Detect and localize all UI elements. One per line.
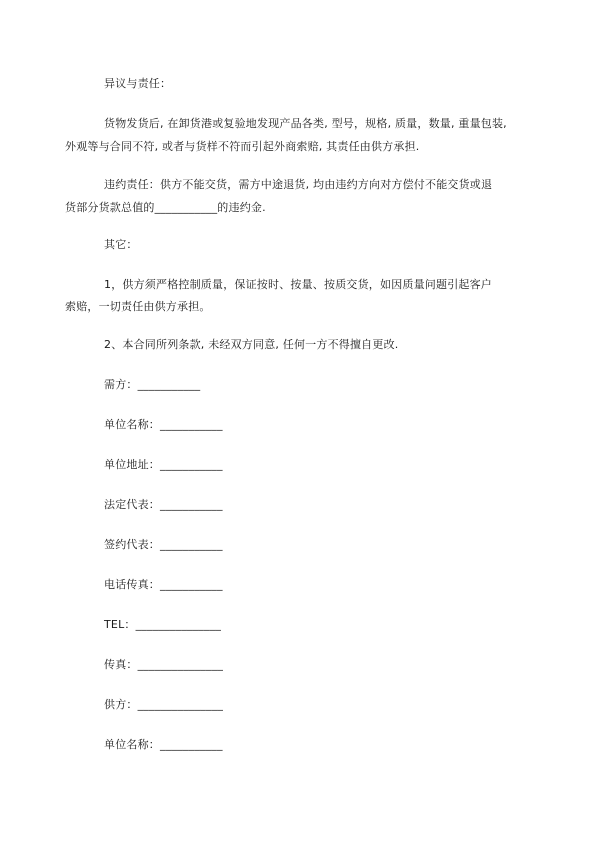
- signature-field: 单位地址：___________: [104, 458, 223, 471]
- other-item-2: 2、本合同所列条款, 未经双方同意, 任何一方不得擅自更改.: [104, 338, 399, 351]
- breach-paragraph-line-1: 违约责任：供方不能交货，需方中途退货, 均由违约方向对方偿付不能交货或退: [104, 178, 493, 191]
- signature-field: 单位名称：___________: [104, 418, 223, 431]
- other-item-1-line-1: 1，供方须严格控制质量，保证按时、按量、按质交货，如因质量问题引起客户: [104, 278, 492, 291]
- other-item-1-line-2: 索赔，一切责任由供方承担。: [65, 300, 211, 313]
- signature-field: 法定代表：___________: [104, 498, 223, 511]
- signature-field: 电话传真：___________: [104, 578, 223, 591]
- signature-field: 需方：___________: [104, 378, 201, 391]
- signature-field: 单位名称：___________: [104, 738, 223, 751]
- signature-field: 供方：_______________: [104, 698, 224, 711]
- signature-field: 签约代表：___________: [104, 538, 223, 551]
- signature-field: 传真：_______________: [104, 658, 224, 671]
- other-heading: 其它：: [104, 238, 138, 251]
- breach-paragraph-line-2: 货部分货款总值的___________的违约金.: [65, 201, 266, 214]
- objection-paragraph-line-1: 货物发货后, 在卸货港或复验地发现产品各类, 型号，规格, 质量，数量, 重量包装,: [104, 117, 507, 130]
- objection-heading: 异议与责任：: [104, 77, 172, 90]
- signature-field: TEL：_______________: [104, 618, 222, 631]
- objection-paragraph-line-2: 外观等与合同不符, 或者与货样不符而引起外商索赔, 其责任由供方承担.: [65, 140, 420, 153]
